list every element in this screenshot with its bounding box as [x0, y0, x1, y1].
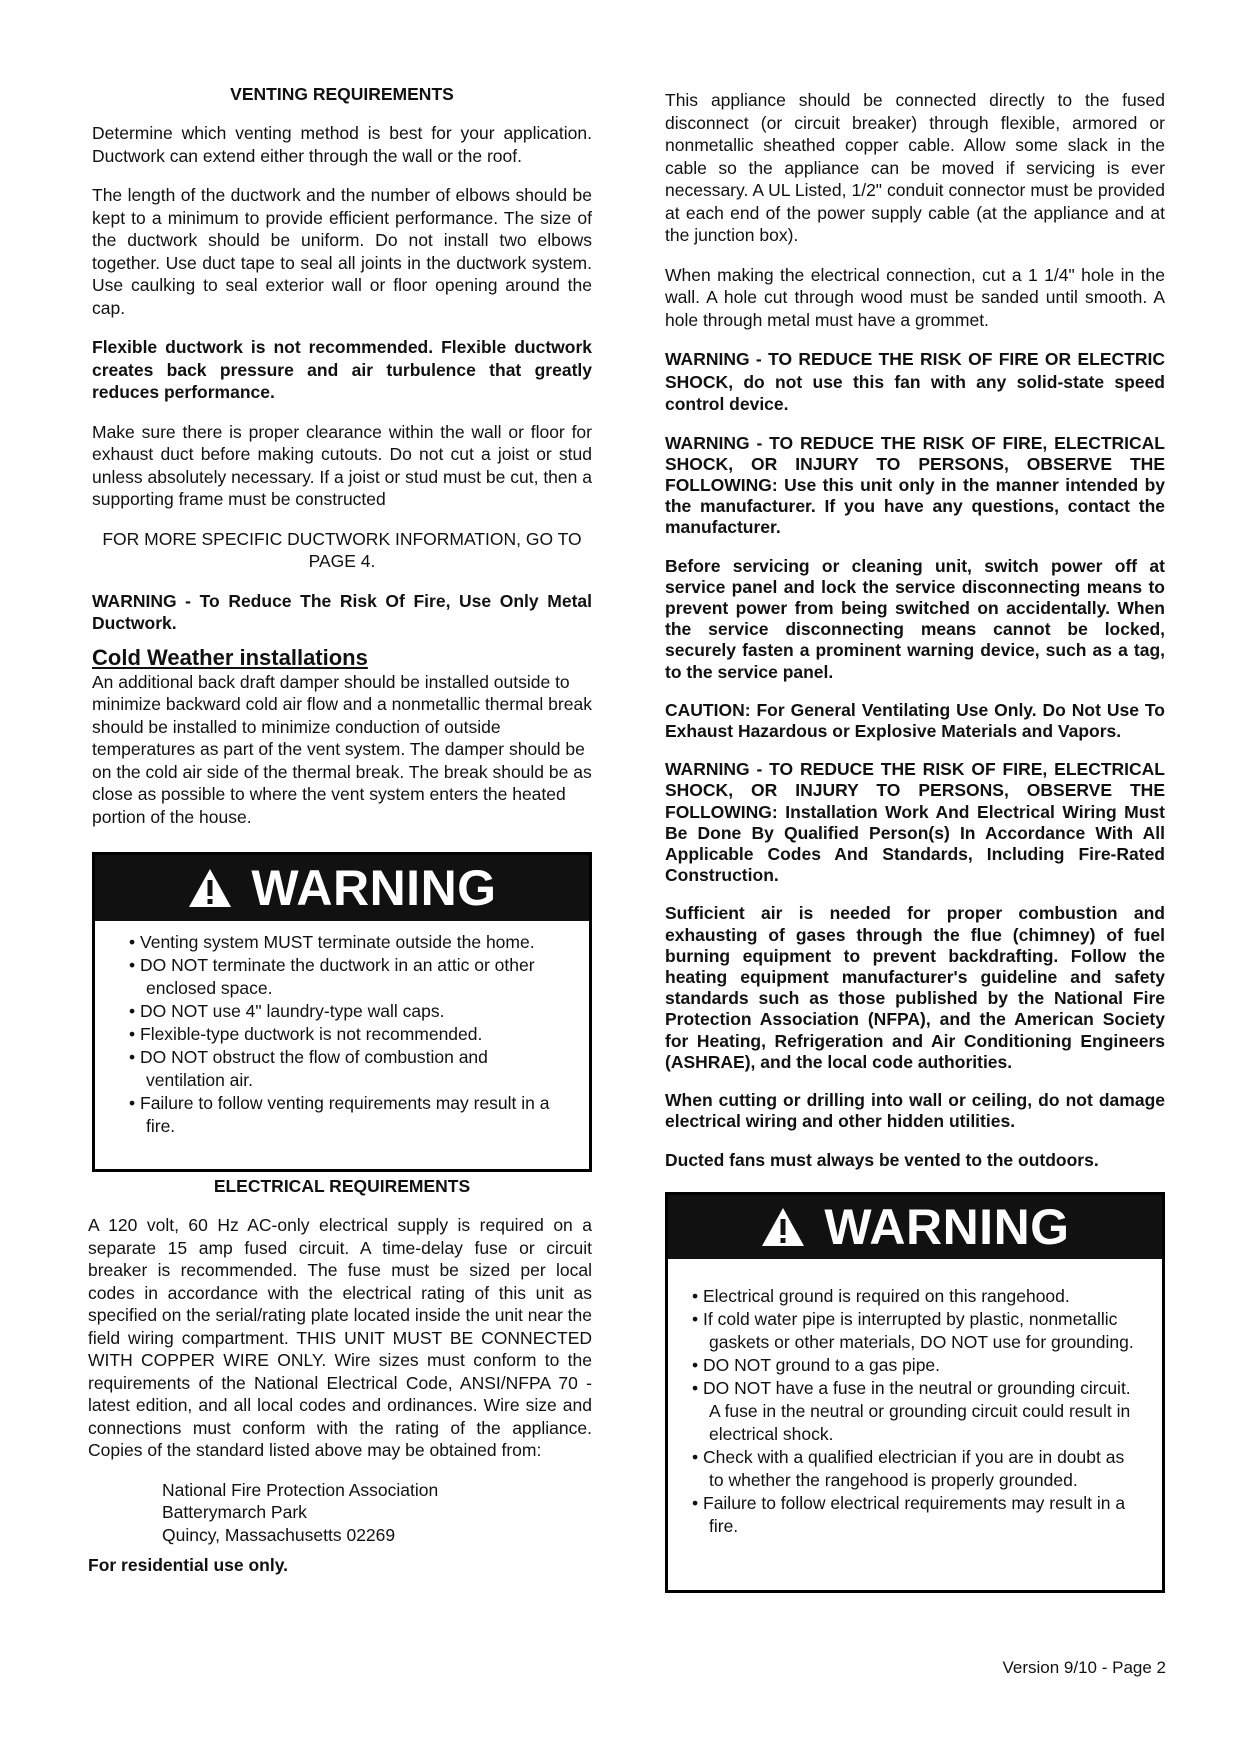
electrical-warning-label: WARNING — [824, 1198, 1070, 1255]
venting-paragraph-1: Determine which venting method is best for your application. Ductwork can extend either through the wall or the roof. — [92, 123, 592, 166]
venting-warning-list — [95, 921, 589, 1138]
venting-warning-label: WARNING — [251, 860, 497, 916]
list-item: • If cold water pipe is interrupted by plastic, nonmetallic gaskets or other materials, DO NOT use for grounding. — [692, 1308, 1134, 1352]
list-item: • Failure to follow electrical requirements may result in a fire. — [692, 1492, 1126, 1536]
clearance-paragraph: Make sure there is proper clearance within the wall or floor for exhaust duct before making cutouts. Do not cut a joist or stud unless absolutely necessary. If a joist or stud must be cut, then a supporting frame must be constructed — [92, 421, 592, 509]
address-line: National Fire Protection Association — [162, 1479, 439, 1500]
speed-control-warning: WARNING - TO REDUCE THE RISK OF FIRE OR ELECTRIC SHOCK, do not use this fan with any solid-state speed control device. — [665, 349, 1165, 414]
list-item: • Failure to follow venting requirements may result in a fire. — [129, 1093, 550, 1136]
wiring-damage-warning: When cutting or drilling into wall or ceiling, do not damage electrical wiring and other hidden utilities. — [665, 1089, 1165, 1132]
list-item: • Venting system MUST terminate outside the home. — [129, 932, 535, 952]
list-item: • DO NOT terminate the ductwork in an attic or other enclosed space. — [129, 955, 535, 998]
left-column — [88, 0, 592, 1577]
electrical-heading: ELECTRICAL REQUIREMENTS — [213, 1176, 471, 1196]
right-column — [665, 0, 1165, 1593]
warning-triangle-icon — [760, 1206, 806, 1248]
list-item: • Check with a qualified electrician if you are in doubt as to whether the rangehood is properly grounded. — [692, 1446, 1125, 1490]
list-item: • Electrical ground is required on this rangehood. — [692, 1285, 1070, 1306]
electrical-warning-header — [668, 1195, 1162, 1259]
warning-triangle-icon — [187, 867, 233, 909]
page-footer: Version 9/10 - Page 2 — [1002, 1658, 1166, 1677]
electrical-warning-box — [665, 1192, 1165, 1593]
vent-outdoors-note: Ducted fans must always be vented to the outdoors. — [665, 1150, 1099, 1171]
flexible-ductwork-note: Flexible ductwork is not recommended. Flexible ductwork creates back pressure and air turbulence that greatly reduces performance. — [92, 337, 592, 402]
cold-weather-title: Cold Weather installations — [92, 644, 368, 670]
cold-weather-paragraph: An additional back draft damper should be installed outside to minimize backward cold air flow and a nonmetallic thermal break should be installed to minimize conduction of outside temperatures as part of the vent system. The damper should be on the cold air side of the thermal break. The break should be as close as possible to where the vent system enters the heated portion of the house. — [92, 671, 592, 827]
list-item: • DO NOT use 4" laundry-type wall caps. — [129, 1001, 445, 1021]
electrical-warning-list — [668, 1259, 1162, 1538]
qualified-person-warning: WARNING - TO REDUCE THE RISK OF FIRE, ELECTRICAL SHOCK, OR INJURY TO PERSONS, OBSERVE THE FOLLOWING: Installation Work And Electrical Wiring Must Be Done By Qualified Person(s) In Accordance With All Applicable Codes And Standards, Including Fire-Rated Construction. — [665, 759, 1165, 886]
address-line: Batterymarch Park — [162, 1502, 307, 1522]
combustion-air-warning: Sufficient air is needed for proper combustion and exhausting of gases through the flue (chimney) of fuel burning equipment to prevent backdrafting. Follow the heating equipment manufacturer's guideline and safety standards such as those published by the National Fire Protection Association (NFPA), and the American Society for Heating, Refrigeration and Air Conditioning Engineers (ASHRAE), and the local code authorities. — [665, 903, 1165, 1072]
venting-warning-header — [95, 855, 589, 921]
venting-warning-box — [92, 852, 592, 1172]
servicing-warning: Before servicing or cleaning unit, switch power off at service panel and lock the service disconnecting means to prevent power from being switched on accidentally. When the service disconnecting means cannot be locked, securely fasten a prominent warning device, such as a tag, to the service panel. — [665, 555, 1165, 682]
list-item: • Flexible-type ductwork is not recommended. — [129, 1024, 483, 1044]
residential-use-note: For residential use only. — [88, 1555, 289, 1575]
venting-paragraph-2: The length of the ductwork and the number of elbows should be kept to a minimum to provide efficient performance. The size of the ductwork should be uniform. Do not install two elbows together. Use duct tape to seal all joints in the ductwork system. Use caulking to seal exterior wall or floor opening around the cap. — [92, 185, 592, 318]
ductwork-info-reference: FOR MORE SPECIFIC DUCTWORK INFORMATION, GO TO PAGE 4. — [102, 528, 582, 571]
hole-paragraph: When making the electrical connection, cut a 1 1/4" hole in the wall. A hole cut through wood must be sanded until smooth. A hole through metal must have a grommet. — [665, 264, 1165, 330]
electrical-paragraph: A 120 volt, 60 Hz AC-only electrical supply is required on a separate 15 amp fused circuit. A time-delay fuse or circuit breaker is recommended. The fuse must be sized per local codes in accordance with the electrical rating of this unit as specified on the serial/rating plate located inside the unit near the field wiring compartment. THIS UNIT MUST BE CONNECTED WITH COPPER WIRE ONLY. Wire sizes must conform to the requirements of the National Electrical Code, ANSI/NFPA 70 - latest edition, and all local codes and ordinances. Wire size and connections must conform with the rating of the appliance. Copies of the standard listed above may be obtained from: — [88, 1215, 592, 1460]
venting-heading: VENTING REQUIREMENTS — [230, 84, 454, 104]
address-line: Quincy, Massachusetts 02269 — [162, 1524, 396, 1545]
address-block — [92, 1479, 592, 1547]
list-item: • DO NOT have a fuse in the neutral or grounding circuit. A fuse in the neutral or grounding circuit could result in electrical shock. — [692, 1377, 1131, 1444]
connection-paragraph: This appliance should be connected directly to the fused disconnect (or circuit breaker) through flexible, armored or nonmetallic sheathed copper cable. Allow some slack in the cable so the appliance can be moved if servicing is ever necessary. A UL Listed, 1/2" conduit connector must be provided at each end of the power supply cable (at the appliance and at the junction box). — [665, 90, 1165, 245]
list-item: • DO NOT obstruct the flow of combustion and ventilation air. — [129, 1047, 488, 1090]
manufacturer-warning: WARNING - TO REDUCE THE RISK OF FIRE, ELECTRICAL SHOCK, OR INJURY TO PERSONS, OBSERVE THE FOLLOWING: Use this unit only in the manner intended by the manufacturer. If you have any questions, contact the manufacturer. — [665, 432, 1165, 538]
caution-note: CAUTION: For General Ventilating Use Only. Do Not Use To Exhaust Hazardous or Explosive Materials and Vapors. — [665, 699, 1165, 741]
metal-ductwork-warning: WARNING - To Reduce The Risk Of Fire, Use Only Metal Ductwork. — [92, 590, 592, 633]
list-item: • DO NOT ground to a gas pipe. — [692, 1354, 941, 1375]
